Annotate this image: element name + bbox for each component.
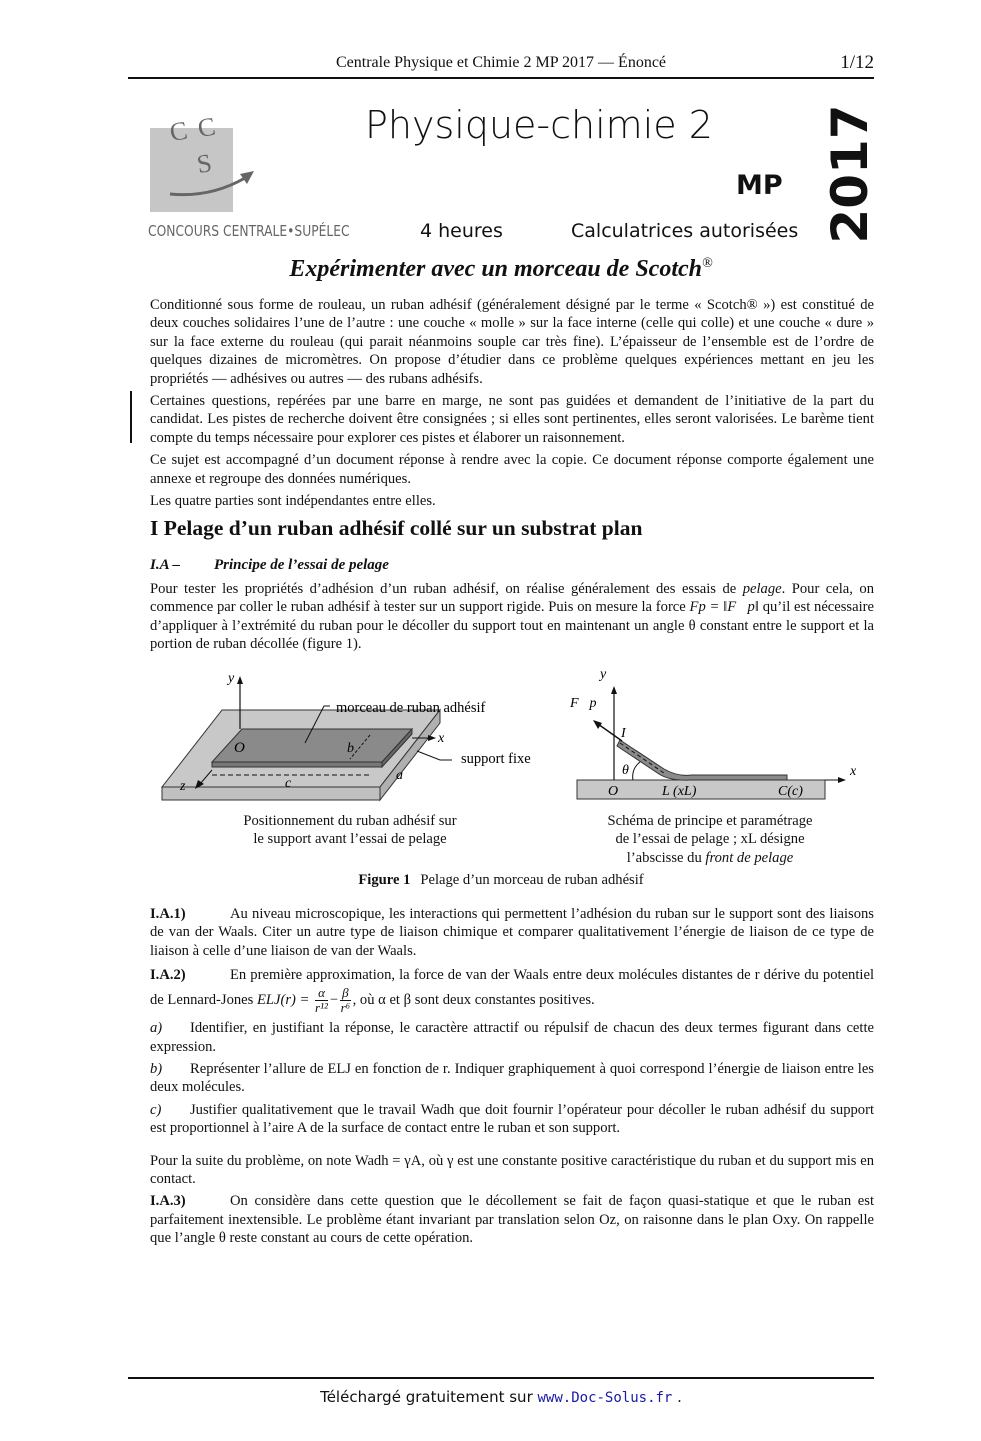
support-plate-front: [162, 787, 380, 800]
footer-text: Téléchargé gratuitement sur: [320, 1388, 538, 1406]
fraction-beta: $\frac{\beta}{\text{r⁶}}$: [340, 985, 351, 1016]
figure-left-caption-line-2: le support avant l’essai de pelage: [253, 831, 447, 848]
note-paragraph: Pour la suite du problème, on note Wadh = γA, où γ est une constante positive caractéristique du ruban et du support mis en contact.: [150, 1152, 874, 1188]
section-text-em: pelage: [742, 581, 782, 597]
x-axis-arrow: [838, 777, 846, 783]
figure-number: Figure 1: [358, 872, 411, 888]
subsection-number: I.A –: [150, 557, 181, 573]
figure-right-caption-line-2: de l’essai de pelage ; xL désigne: [615, 831, 805, 848]
intro-paragraph-2: Certaines questions, repérées par une barre en marge, ne sont pas guidées et demandent de l’initiative de la part du candidat. Les pistes de recherche doivent être consignées ; si elles sont pertinentes, elles seront valorisées. Le barème tient compte du temps nécessaire pour explorer ces pistes et élaborer un raisonnement.: [150, 393, 874, 446]
x-axis-label: x: [438, 731, 445, 746]
footer-rule: [128, 1377, 874, 1379]
angle-label: θ: [622, 763, 629, 778]
section-text-b: . Pour cela, on commence par coller le ruban adhésif à tester sur un support rigide. Puis on mesure la force: [150, 581, 874, 616]
logo-arrow-curve: [170, 178, 245, 195]
questions: [150, 905, 874, 1252]
peeled-tape: [617, 740, 787, 780]
exam-year: [820, 104, 880, 244]
force-vector: [598, 724, 622, 741]
intro-paragraph-3: Ce sujet est accompagné d’un document réponse à rendre avec la copie. Ce document réponse comporte également une annexe et regroupe des données numériques.: [150, 452, 874, 487]
angle-arc: [633, 762, 640, 780]
section-intro: [150, 580, 874, 658]
logo-letter-c2: C: [195, 111, 218, 144]
figure-caption-text: Pelage d’un morceau de ruban adhésif: [420, 872, 644, 888]
subtitle-text: Expérimenter avec un morceau de Scotch: [289, 256, 702, 282]
figure-right-caption: [560, 812, 860, 867]
point-i-label: I: [621, 726, 626, 741]
figure-right-caption-line-1: Schéma de principe et paramétrage: [607, 813, 813, 829]
intro-paragraph-4: Les quatre parties sont indépendantes entre elles.: [150, 493, 436, 510]
footer: Téléchargé gratuitement sur www.Doc-Solus.fr .: [320, 1388, 682, 1406]
logo-caption: CONCOURS CENTRALE•SUPÉLEC: [148, 222, 350, 240]
support-pointer: [417, 751, 452, 760]
figure-left-caption: [200, 812, 500, 849]
point-l-label: L (xL): [662, 784, 697, 799]
section-title: I Pelage d’un ruban adhésif collé sur un substrat plan: [150, 516, 643, 540]
origin-label: O: [234, 740, 245, 756]
intro: [150, 296, 874, 514]
tape-front: [212, 762, 382, 767]
question-ia2-b: b) Représenter l’allure de ELJ en fonction de r. Indiquer graphiquement à quoi correspond l’énergie de liaison entre les deux molécules.: [150, 1061, 874, 1096]
dim-c-label: c: [285, 776, 292, 791]
section-text-c: qu’il est nécessaire d’appliquer à l’extrémité du ruban pour le décoller du support tout en maintenant un angle θ constant entre le support et la portion de ruban décollée (figure 1).: [150, 599, 874, 653]
question-ia2-a: a) Identifier, en justifiant la réponse, le caractère attractif ou répulsif de chacun des deux termes figurant dans cette expression.: [150, 1020, 874, 1055]
y-axis-arrow: [611, 686, 617, 694]
question-label: I.A.2): [150, 967, 186, 984]
margin-bar: [130, 391, 132, 443]
x-axis-arrow: [428, 735, 436, 741]
question-label: I.A.3): [150, 1193, 186, 1210]
fraction-alpha: $\frac{\alpha}{\text{r¹²}}$: [315, 985, 328, 1016]
footer-link[interactable]: www.Doc-Solus.fr: [537, 1390, 673, 1406]
question-ia3: I.A.3) On considère dans cette question que le décollement se fait de façon quasi-statique et que le ruban est parfaitement inextensible. Le problème étant invariant par translation selon Oz, on raisonne dans le plan Oxy. On rappelle que l’angle θ reste constant au cours de cette opération.: [150, 1193, 874, 1247]
subsection-heading: [150, 557, 389, 574]
y-axis-label: y: [228, 671, 235, 686]
lj-formula-lhs: ELJ(r) =: [256, 992, 310, 1009]
figure-caption: [128, 872, 874, 889]
question-ia2-c: c) Justifier qualitativement que le travail Wadh que doit fournir l’opérateur pour décoller le ruban adhésif du support est proportionnel à l’aire A de la surface de contact entre le ruban et son support.: [150, 1101, 874, 1137]
origin-label: O: [608, 784, 619, 799]
subsection-title: Principe de l’essai de pelage: [214, 557, 389, 573]
z-axis-label: z: [180, 779, 186, 794]
exam-year-text: 2017: [821, 104, 879, 244]
y-axis-label: y: [600, 667, 607, 682]
question-ia2: I.A.2) En première approximation, la force de van der Waals entre deux molécules distantes de r dérive du potentiel de Lennard-Jones ELJ(r) = $\frac{\alpha}{\text{r¹²}}$ − $\frac{\beta}{\text{r⁶}}$ , où α et β sont deux constantes positives.: [150, 964, 874, 1015]
section-text-a: Pour tester les propriétés d’adhésion d’un ruban adhésif, on réalise généralement des essais de: [150, 581, 743, 597]
question-ia1: I.A.1) Au niveau microscopique, les interactions qui permettent l’adhésion du ruban sur le support sont des liaisons de van der Waals. Citer un autre type de liaison chimique et comparer qualitativement l’énergie de liaison de ce type de liaison à celle d’une liaison de van der Waals.: [150, 906, 874, 959]
exam-duration: 4 heures: [420, 220, 503, 242]
question-label: I.A.1): [150, 906, 186, 922]
intro-paragraph-1: Conditionné sous forme de rouleau, un ruban adhésif (généralement désigné par le terme « Scotch® ») est constitué de deux couches solidaires l’une de l’autre : une couche « molle » sur la face interne (celle qui colle) et une couche « dure » sur la face externe du rouleau (qui parait néanmoins souple car très fine). L’épaisseur de l’ensemble est de l’ordre de quelques dizaines de micromètres. On propose d’étudier dans ce problème quelques expériences mettant en jeu les propriétés — adhésives ou autres — des rubans adhésifs.: [150, 297, 874, 387]
running-title: Centrale Physique et Chimie 2 MP 2017 — Énoncé: [335, 54, 667, 71]
force-arrow: [593, 720, 602, 729]
problem-subtitle: [128, 256, 874, 283]
header-rule: [128, 77, 874, 79]
page-number: 1/12: [840, 52, 874, 73]
y-axis-arrow: [237, 676, 243, 684]
exam-title: Physique-chimie 2: [365, 103, 713, 147]
figure-left-caption-line-1: Positionnement du ruban adhésif sur: [243, 813, 457, 829]
logo-letter-s: S: [194, 148, 214, 180]
calculators-note: Calculatrices autorisées: [571, 220, 799, 242]
point-c-label: C(c): [778, 784, 803, 799]
figure-right-caption-line-3: l’abscisse du front de pelage: [626, 849, 794, 866]
exam-track: MP: [736, 170, 783, 201]
logo-icon: [150, 108, 260, 218]
figure-right-diagram: [560, 662, 880, 812]
registered-mark: ®: [702, 256, 713, 271]
dim-b-label: b: [347, 741, 354, 756]
tape-label: morceau de ruban adhésif: [336, 700, 486, 716]
running-header: [128, 52, 874, 76]
figure-left-diagram: [150, 662, 550, 822]
force-label: F⃗p: [570, 696, 597, 711]
force-formula: Fp = ‖F⃗p‖: [689, 599, 759, 616]
logo-letter-c1: C: [167, 115, 190, 148]
x-axis-label: x: [850, 764, 857, 779]
dim-a-label: a: [396, 768, 403, 783]
logo-arrow-head: [240, 171, 254, 184]
support-label: support fixe: [461, 751, 531, 767]
